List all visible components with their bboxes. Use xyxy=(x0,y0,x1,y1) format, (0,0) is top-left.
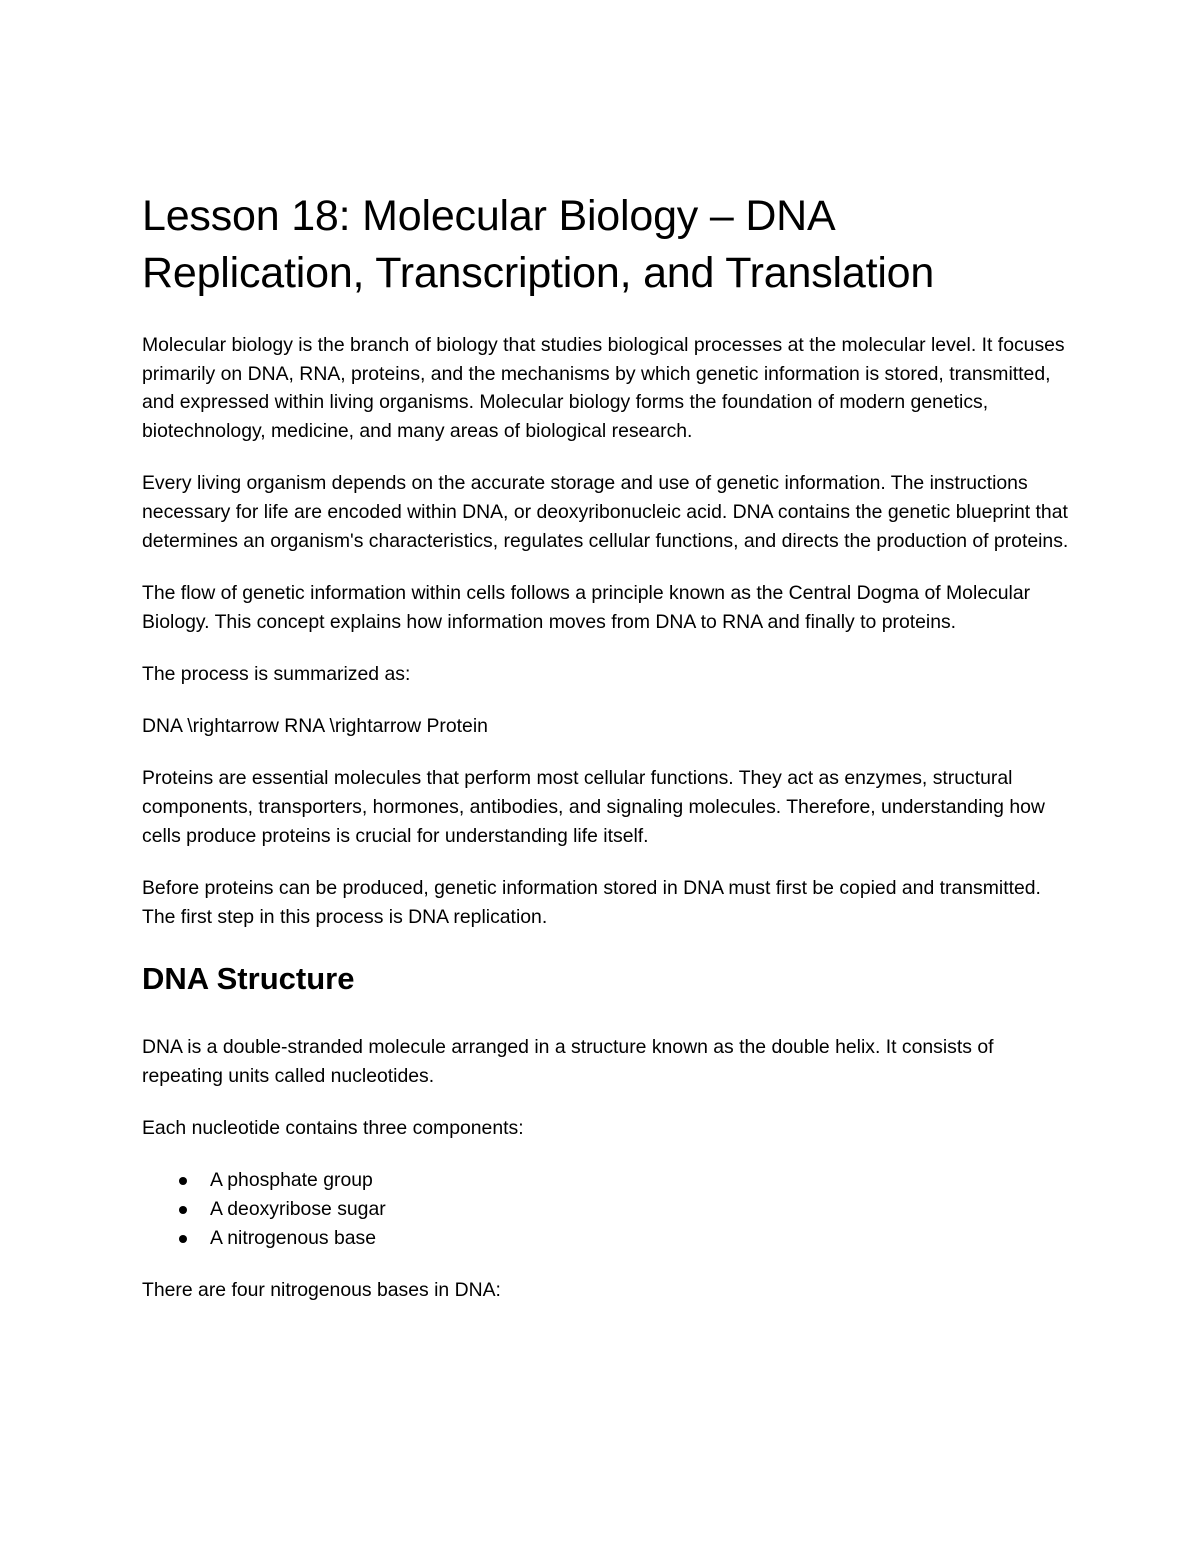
nucleotide-components-paragraph: Each nucleotide contains three components: xyxy=(142,1117,524,1140)
summary-intro-paragraph: The process is summarized as: xyxy=(142,662,411,685)
central-dogma-paragraph: The flow of genetic information within cells follows a principle known as the Central Dogma of Molecular Biology. This concept explains how information moves from DNA to RNA and finally to proteins. xyxy=(142,581,1031,633)
list-item xyxy=(142,1195,1072,1224)
intro-paragraph: Molecular biology is the branch of biology that studies biological processes at the molecular level. It focuses primarily on DNA, RNA, proteins, and the mechanisms by which genetic information is stored, transmitted, and expressed within living organisms. Molecular biology forms the foundation of modern genetics, biotechnology, medicine, and many areas of biological research. xyxy=(142,334,1065,443)
list-item-text: A phosphate group xyxy=(210,1169,373,1192)
page-title xyxy=(142,188,1072,302)
bullet-icon xyxy=(179,1206,187,1214)
list-item xyxy=(142,1224,1072,1253)
nucleotide-components-list xyxy=(142,1166,1072,1252)
title-line-1: Lesson 18: Molecular Biology – DNA xyxy=(142,192,836,240)
title-line-2: Replication, Transcription, and Translation xyxy=(142,249,935,297)
double-helix-paragraph: DNA is a double-stranded molecule arranged in a structure known as the double helix. It consists of repeating units called nucleotides. xyxy=(142,1036,994,1087)
replication-intro-paragraph: Before proteins can be produced, genetic information stored in DNA must first be copied and transmitted. The first step in this process is DNA replication. xyxy=(142,876,1041,928)
proteins-paragraph: Proteins are essential molecules that perform most cellular functions. They act as enzymes, structural components, transporters, hormones, antibodies, and signaling molecules. Therefore, understanding how cells produce proteins is crucial for understanding life itself. xyxy=(142,767,1045,847)
genetic-information-paragraph: Every living organism depends on the accurate storage and use of genetic information. The instructions necessary for life are encoded within DNA, or deoxyribonucleic acid. DNA contains the genetic blueprint that determines an organism's characteristics, regulates cellular functions, and directs the production of proteins. xyxy=(142,472,1069,552)
document-body xyxy=(142,331,1072,1328)
list-item-text: A deoxyribose sugar xyxy=(210,1198,386,1221)
list-item-text: A nitrogenous base xyxy=(210,1226,377,1249)
bullet-icon xyxy=(179,1177,187,1185)
list-item xyxy=(142,1166,1072,1195)
bullet-icon xyxy=(179,1235,187,1243)
nitrogenous-bases-paragraph: There are four nitrogenous bases in DNA: xyxy=(142,1278,501,1301)
section-heading-dna-structure: DNA Structure xyxy=(142,961,355,997)
central-dogma-formula: DNA \rightarrow RNA \rightarrow Protein xyxy=(142,715,488,738)
